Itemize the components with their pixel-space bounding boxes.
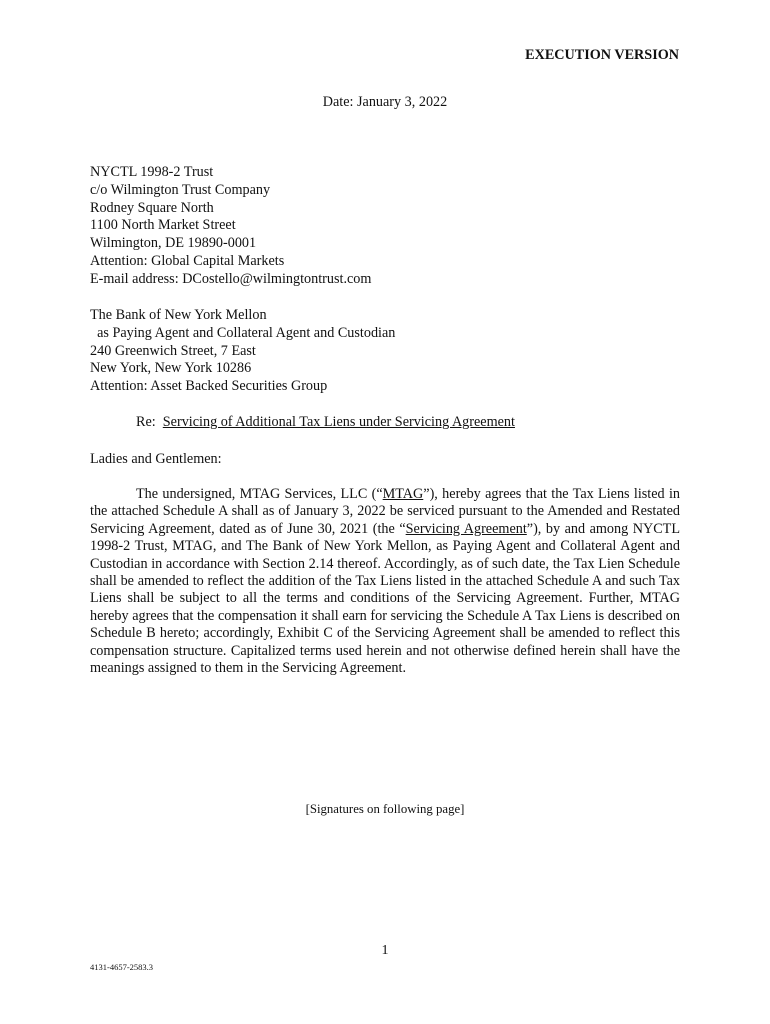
addressee-line: Wilmington, DE 19890-0001 bbox=[90, 235, 257, 252]
date-line: Date: January 3, 2022 bbox=[322, 94, 448, 110]
re-subject: Servicing of Additional Tax Liens under Servicing Agreement bbox=[162, 414, 515, 430]
document-id: 4131-4657-2583.3 bbox=[90, 962, 154, 972]
body-text: The undersigned, MTAG Services, LLC (“ bbox=[136, 486, 383, 502]
re-prefix: Re: bbox=[136, 414, 163, 430]
addressee-line: NYCTL 1998-2 Trust bbox=[90, 164, 214, 180]
addressee-line: The Bank of New York Mellon bbox=[90, 307, 267, 323]
addressee-line: 240 Greenwich Street, 7 East bbox=[90, 342, 256, 359]
addressee-line: c/o Wilmington Trust Company bbox=[90, 181, 271, 198]
defined-term-servicing-agreement: Servicing Agreement bbox=[405, 520, 527, 537]
salutation: Ladies and Gentlemen: bbox=[90, 451, 222, 467]
re-line bbox=[136, 414, 515, 431]
addressee-line: Attention: Global Capital Markets bbox=[90, 252, 285, 269]
addressee-block-bank bbox=[90, 307, 395, 396]
addressee-block-trust bbox=[90, 164, 371, 289]
execution-version-header: EXECUTION VERSION bbox=[525, 47, 679, 63]
body-paragraph bbox=[90, 486, 680, 677]
body-text: ”), by and among NYCTL 1998-2 Trust, MTAG, and The Bank of New York Mellon, as Paying Agent and Collateral Agent and Custodian in accordance with Section 2.14 thereof. Accordingly, as of such date, the Tax Lien Schedule shall be amended to reflect the addition of the Tax Liens listed in the attached Schedule A and such Tax Liens shall be subject to all the terms and conditions of the Servicing Agreement. Further, MTAG hereby agrees that the compensation it shall earn for servicing the Schedule A Tax Liens is described on Schedule B hereto; accordingly, Exhibit C of the Servicing Agreement shall be amended to reflect this compensation structure. Capitalized terms used herein and not otherwise defined herein shall have the meanings assigned to them in the Servicing Agreement. bbox=[90, 520, 680, 677]
addressee-line: as Paying Agent and Collateral Agent and Custodian bbox=[90, 324, 396, 341]
signatures-note: [Signatures on following page] bbox=[305, 802, 465, 816]
addressee-email-line: E-mail address: DCostello@wilmingtontrust.com bbox=[90, 270, 372, 287]
addressee-line: Attention: Asset Backed Securities Group bbox=[90, 378, 328, 395]
addressee-line: 1100 North Market Street bbox=[90, 217, 236, 234]
addressee-line: New York, New York 10286 bbox=[90, 360, 252, 377]
page-number: 1 bbox=[381, 943, 389, 958]
defined-term-mtag: MTAG bbox=[382, 486, 424, 502]
addressee-line: Rodney Square North bbox=[90, 199, 214, 216]
body-text: ”), hereby agrees that the Tax Liens listed in the attached Schedule A shall as of January 3, 2022 be serviced pursuant to the Amended and Restated Servicing Agreement, dated as of June 30, 2021 (the “ bbox=[90, 486, 680, 537]
